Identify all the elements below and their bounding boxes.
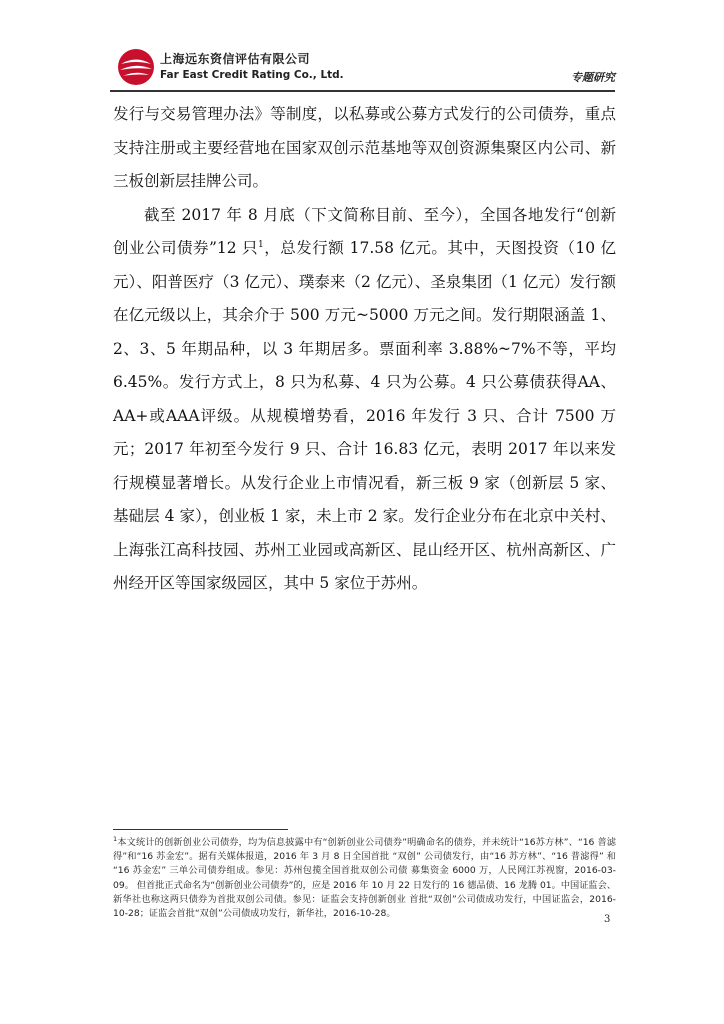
body-text: [113, 98, 616, 601]
page-header: [110, 44, 615, 92]
footnote-reference[interactable]: 1: [258, 239, 264, 250]
company-logo-icon: [116, 47, 156, 87]
footnote-divider: [113, 829, 288, 830]
paragraph-2-part-1: 截至 2017 年 8 月底（下文简称目前、至今），全国各地发行“创新创业公司债券”12 只: [113, 205, 616, 257]
paragraph-2: [113, 199, 616, 601]
company-name-en: Far East Credit Rating Co., Ltd.: [160, 69, 344, 81]
page-number: 3: [604, 914, 611, 925]
company-name-cn: 上海远东资信评估有限公司: [160, 52, 311, 66]
footnote-text: 本文统计的创新创业公司债券，均为信息披露中有“创新创业公司债券”明确命名的债券，并未统计“16苏方林”、“16 普滤得”和“16 苏金宏”。据有关媒体报道，2016 年 3 月 8 日全国首批 “双创” 公司债发行，由“16 苏方林”、“16 普滤得” 和 “16 苏金宏” 三单公司债券组成。参见：苏州包揽全国首批双创公司债 募集资金 6000 万，人民网江苏视窗，2016-03-09。 但首批正式命名为“创新创业公司债券”的，应是 2016 年 10 月 22 日发行的 16 德品债、16 龙腾 01。中国证监会、新华社也称这两只债券为首批双创公司债。参见：证监会支持创新创业 首批“双创”公司债成功发行，中国证监会，2016-10-28；证监会首批“双创”公司债成功发行，新华社，2016-10-28。: [113, 837, 616, 920]
paragraph-2-part-2: ，总发行额 17.58 亿元。其中，天图投资（10 亿元）、阳普医疗（3 亿元）、璞泰来（2 亿元）、圣泉集团（1 亿元）发行额在亿元级以上，其余介于 500 万元~5000 万元之间。发行期限涵盖 1、2、3、5 年期品种，以 3 年期居多。票面利率 3.88%~7%不等，平均 6.45%。发行方式上，8 只为私募、4 只为公募。4 只公募债获得AA、AA+或AAA评级。从规模增势看，2016 年发行 3 只、合计 7500 万元；2017 年初至今发行 9 只、合计 16.83 亿元，表明 2017 年以来发行规模显著增长。从发行企业上市情况看，新三板 9 家（创新层 5 家、基础层 4 家），创业板 1 家，未上市 2 家。发行企业分布在北京中关村、上海张江高科技园、苏州工业园或高新区、昆山经开区、杭州高新区、广州经开区等国家级园区，其中 5 家位于苏州。: [113, 239, 616, 592]
report-type-label: 专题研究: [571, 71, 615, 84]
paragraph-1: 发行与交易管理办法》等制度，以私募或公募方式发行的公司债券，重点支持注册或主要经营地在国家双创示范基地等双创资源集聚区内公司、新三板创新层挂牌公司。: [113, 105, 616, 190]
header-divider: [110, 90, 615, 92]
footnote-mark: 1: [113, 834, 118, 843]
footnote: [113, 836, 616, 921]
